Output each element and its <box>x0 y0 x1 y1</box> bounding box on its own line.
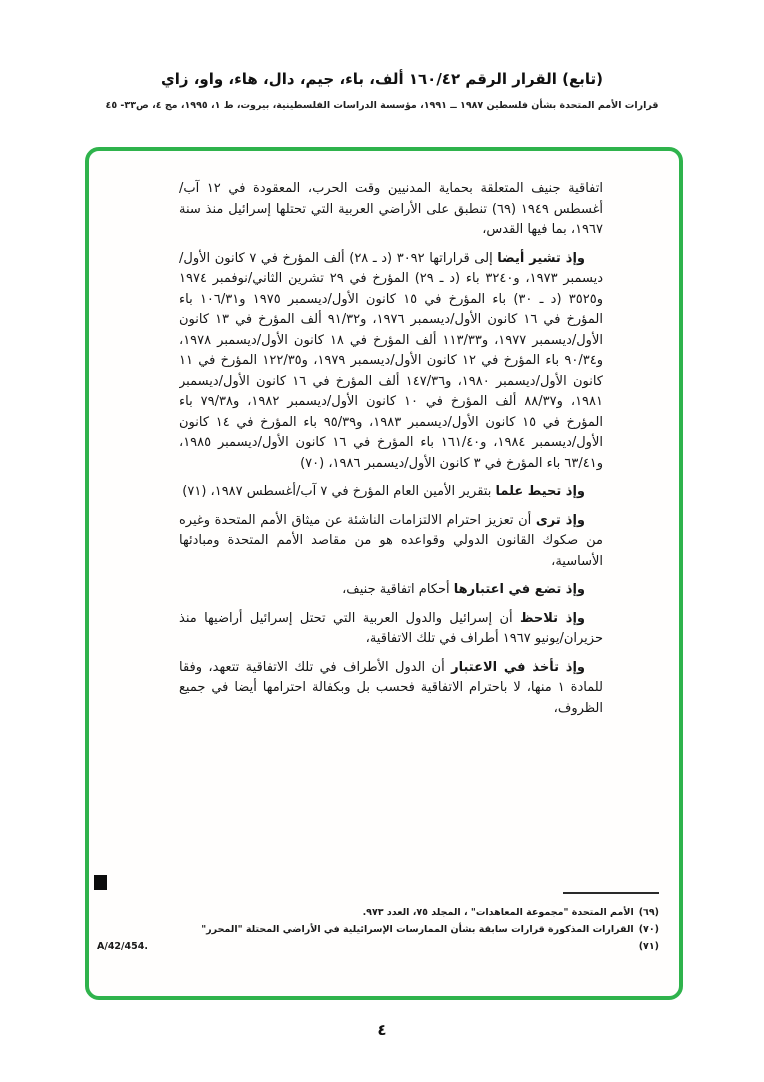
page-number: ٤ <box>377 1021 387 1039</box>
footnote-text: الأمم المتحدة "مجموعة المعاهدات" ، المجلد ٧٥، العدد ٩٧٣. <box>362 907 634 918</box>
paragraph-lead: وإذ تلاحظ <box>519 610 585 626</box>
paragraph-lead: وإذ تأخذ في الاعتبار <box>451 659 585 675</box>
paragraph-lead: وإذ ترى <box>535 512 585 528</box>
footnote-text: القرارات المذكورة قرارات سابقة بشأن الممارسات الإسرائيلية في الأراضي المحتلة "المحرر" <box>201 924 634 935</box>
header-source-citation: قرارات الأمم المتحدة بشأن فلسطين ١٩٨٧ ــ ١٩٩١، مؤسسة الدراسات الفلسطينية، بيروت، ط ١، ١٩٩٥، مج ٤، ص٣٣- ٤٥ <box>105 100 659 111</box>
paragraph-text: أن الدول الأطراف في تلك الاتفاقية تتعهد، وفقا للمادة ١ منها، لا باحترام الاتفاقية فحسب بل وبكفالة احترامها أيضا في جميع الظروف، <box>179 659 603 716</box>
footnote-separator-rule <box>563 892 659 894</box>
paragraph-lead: وإذ تضع في اعتبارها <box>453 582 585 597</box>
paragraph-recalling <box>179 249 603 475</box>
paragraph-noting <box>179 609 603 650</box>
paragraph-text: أن تعزيز احترام الالتزامات الناشئة عن ميثاق الأمم المتحدة وغيره من صكوك القانون الدولي وقواعده هو من مقاصد الأمم المتحدة ومبادئها الأساسية، <box>179 512 603 569</box>
paragraph-text: اتفاقية جنيف المتعلقة بحماية المدنيين وقت الحرب، المعقودة في ١٢ آب/أغسطس ١٩٤٩ (٦٩) تنطبق على الأراضي العربية التي تحتلها إسرائيل منذ سنة ١٩٦٧، بما فيها القدس، <box>179 181 603 237</box>
footnote-number: (٧٠) <box>638 924 659 935</box>
footnote-number: (٦٩) <box>638 907 659 918</box>
footnotes-block <box>97 905 659 956</box>
paragraph-text: أن إسرائيل والدول العربية التي تحتل إسرائيل أراضيها منذ حزيران/يونيو ١٩٦٧ أطراف في تلك الاتفاقية، <box>179 610 603 646</box>
margin-registration-mark <box>94 875 107 890</box>
footnote-69 <box>97 905 659 920</box>
paragraph-text: أحكام اتفاقية جنيف، <box>342 582 450 597</box>
footnote-71 <box>97 939 659 954</box>
header-title: (تابع) القرار الرقم ١٦٠/٤٢ ألف، باء، جيم، دال، هاء، واو، زاي <box>160 70 604 88</box>
resolution-body <box>179 179 603 878</box>
paragraph-considering <box>179 511 603 573</box>
footnote-number: (٧١) <box>638 941 659 952</box>
paragraph-taking-note <box>179 482 603 503</box>
footnote-70 <box>97 922 659 937</box>
paragraph-continuation <box>179 179 603 241</box>
paragraph-text: بتقرير الأمين العام المؤرخ في ٧ آب/أغسطس ١٩٨٧، (٧١) <box>182 484 492 499</box>
paragraph-taking-into-account <box>179 658 603 720</box>
content-frame <box>85 147 683 1000</box>
paragraph-text: إلى قراراتها ٣٠٩٢ (د ـ ٢٨) ألف المؤرخ في ٧ كانون الأول/ديسمبر ١٩٧٣، و٣٢٤٠ باء (د ـ ٢٩) المؤرخ في ٢٩ تشرين الثاني/نوفمبر ١٩٧٤ و٣٥٢٥ (د ـ ٣٠) باء المؤرخ في ١٥ كانون الأول/ديسمبر ١٩٧٥ و١٠٦/٣١ باء المؤرخ في ١٦ كانون الأول/ديسمبر ١٩٧٦، و٩١/٣٢ ألف المؤرخ في ١٣ كانون الأول/ديسمبر ١٩٧٧، و١١٣/٣٣ ألف المؤرخ في ١٨ كانون الأول/ديسمبر ١٩٧٨، و٩٠/٣٤ باء المؤرخ في ١٢ كانون الأول/ديسمبر ١٩٧٩، و١٢٢/٣٥ المؤرخ في ١١ كانون الأول/ديسمبر ١٩٨٠، و١٤٧/٣٦ ألف المؤرخ في ١٦ كانون الأول/ديسمبر ١٩٨١، و٨٨/٣٧ ألف المؤرخ في ١٠ كانون الأول/ديسمبر ١٩٨٢، و٧٩/٣٨ باء المؤرخ في ١٥ كانون الأول/ديسمبر ١٩٨٣، و٩٥/٣٩ باء المؤرخ في ١٤ كانون الأول/ديسمبر ١٩٨٤، و١٦١/٤٠ باء المؤرخ في ١٦ كانون الأول/ديسمبر ١٩٨٥، و٦٣/٤١ باء المؤرخ في ٣ كانون الأول/ديسمبر ١٩٨٦، (٧٠) <box>179 250 603 471</box>
paragraph-lead: وإذ تحيط علما <box>495 484 585 499</box>
paragraph-bearing-in-mind <box>179 580 603 601</box>
paragraph-lead: وإذ تشير أيضا <box>497 250 585 266</box>
footnote-text: A/42/454. <box>97 941 148 952</box>
